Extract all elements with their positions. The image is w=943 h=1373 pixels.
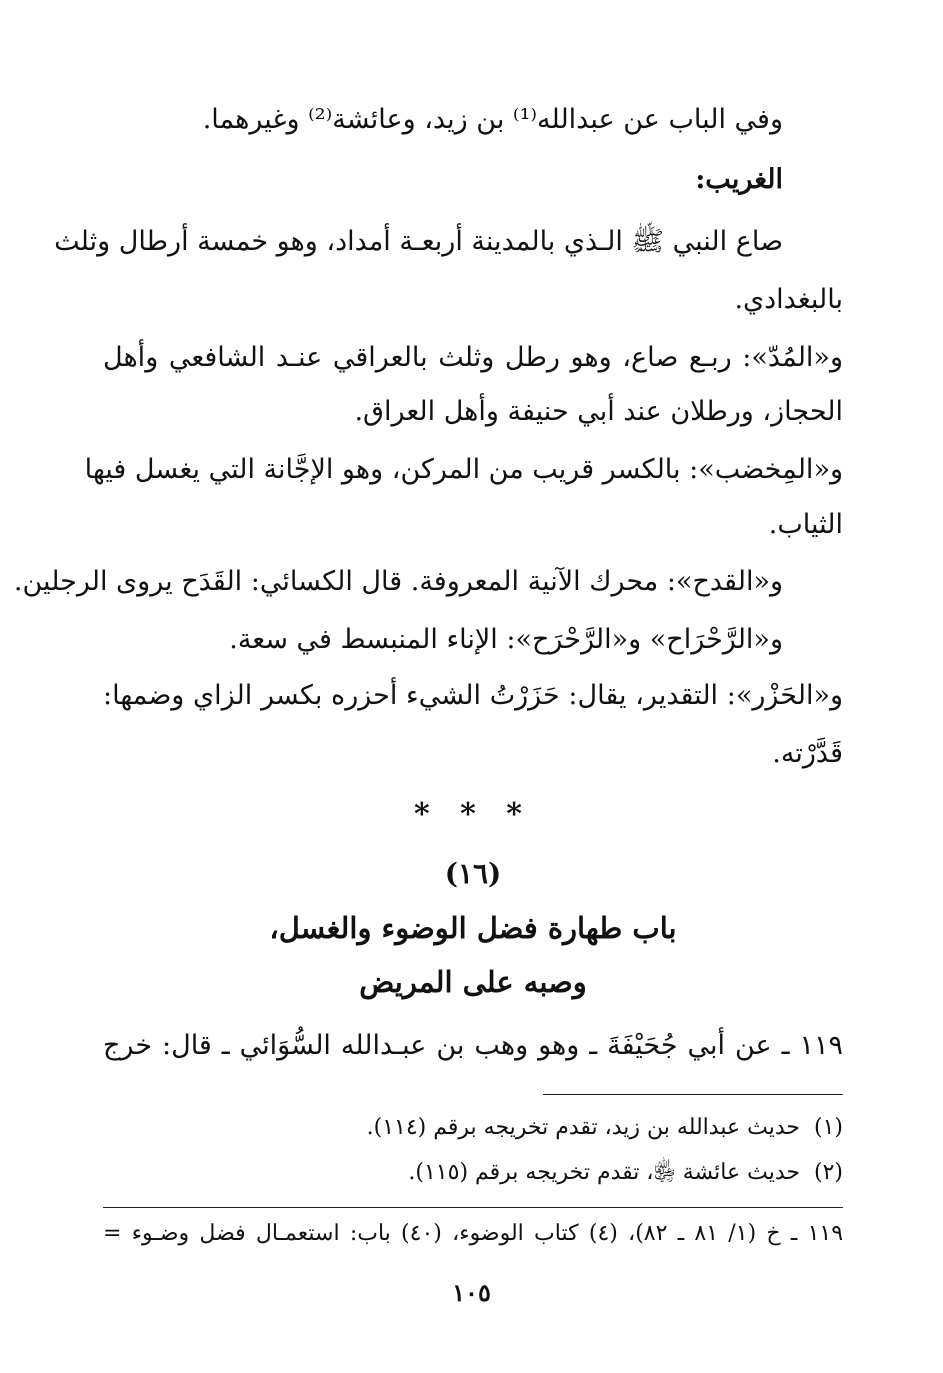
heading-gharib: الغريب: bbox=[695, 164, 783, 195]
footnote-2 bbox=[103, 1157, 843, 1189]
footnote-rule bbox=[543, 1094, 843, 1095]
takhrij-rule bbox=[103, 1207, 843, 1208]
page-number: ١٠٥ bbox=[452, 1278, 491, 1307]
footnote-text: حديث عبدالله بن زيد، تقدم تخريجه برقم (١١٤). bbox=[366, 1115, 800, 1140]
chapter-number: (١٦) bbox=[444, 857, 502, 890]
text-line-11: و«الحَزْر»: التقدير، يقال: حَزَرْتُ الشيء أحزره بكسر الزاي وضمها: bbox=[103, 680, 843, 711]
text-line-8: الثياب. bbox=[768, 509, 843, 540]
text-line-4: بالبغدادي. bbox=[734, 284, 843, 315]
text-line-12: قَدَّرْته. bbox=[772, 738, 843, 769]
footnote-text: حديث عائشة ﵂، تقدم تخريجه برقم (١١٥). bbox=[408, 1160, 800, 1185]
section-separator: * * * bbox=[414, 797, 532, 832]
footnote-number: (١) bbox=[813, 1115, 843, 1140]
text-line-9: و«القدح»: محرك الآنية المعروفة. قال الكسائي: القَدَح يروى الرجلين. bbox=[13, 566, 783, 597]
text-line-6: الحجاز، ورطلان عند أبي حنيفة وأهل العراق. bbox=[354, 396, 843, 427]
footnote-number: (٢) bbox=[813, 1160, 843, 1185]
text-line-7: و«المِخضب»: بالكسر قريب من المركن، وهو الإجَّانة التي يغسل فيها bbox=[84, 454, 843, 485]
footnote-1 bbox=[103, 1112, 843, 1144]
chapter-title-line-1: باب طهارة فضل الوضوء والغسل، bbox=[269, 911, 677, 945]
chapter-title-line-2: وصبه على المريض bbox=[359, 965, 587, 999]
takhrij-line: ١١٩ ـ خ (١/ ٨١ ـ ٨٢)، (٤) كتاب الوضوء، (٤٠) باب: استعمـال فضل وضـوء = bbox=[103, 1221, 844, 1246]
text-line-3: صاع النبي ﷺ الـذي بالمدينة أربعـة أمداد، وهو خمسة أرطال وثلث bbox=[54, 226, 783, 257]
text-line-1: وفي الباب عن عبدالله⁽¹⁾ بن زيد، وعائشة⁽²⁾ وغيرهما. bbox=[202, 104, 783, 135]
text-line-5: و«المُدّ»: ربـع صاع، وهو رطل وثلث بالعراقي عنـد الشافعي وأهل bbox=[103, 342, 843, 373]
text-line-10: و«الرَّحْرَاح» و«الرَّحْرَح»: الإناء المنبسط في سعة. bbox=[229, 624, 783, 655]
hadith-line: ١١٩ ـ عن أبي جُحَيْفَةَ ـ وهو وهب بن عبـدالله السُّوَائي ـ قال: خرج bbox=[103, 1030, 843, 1061]
